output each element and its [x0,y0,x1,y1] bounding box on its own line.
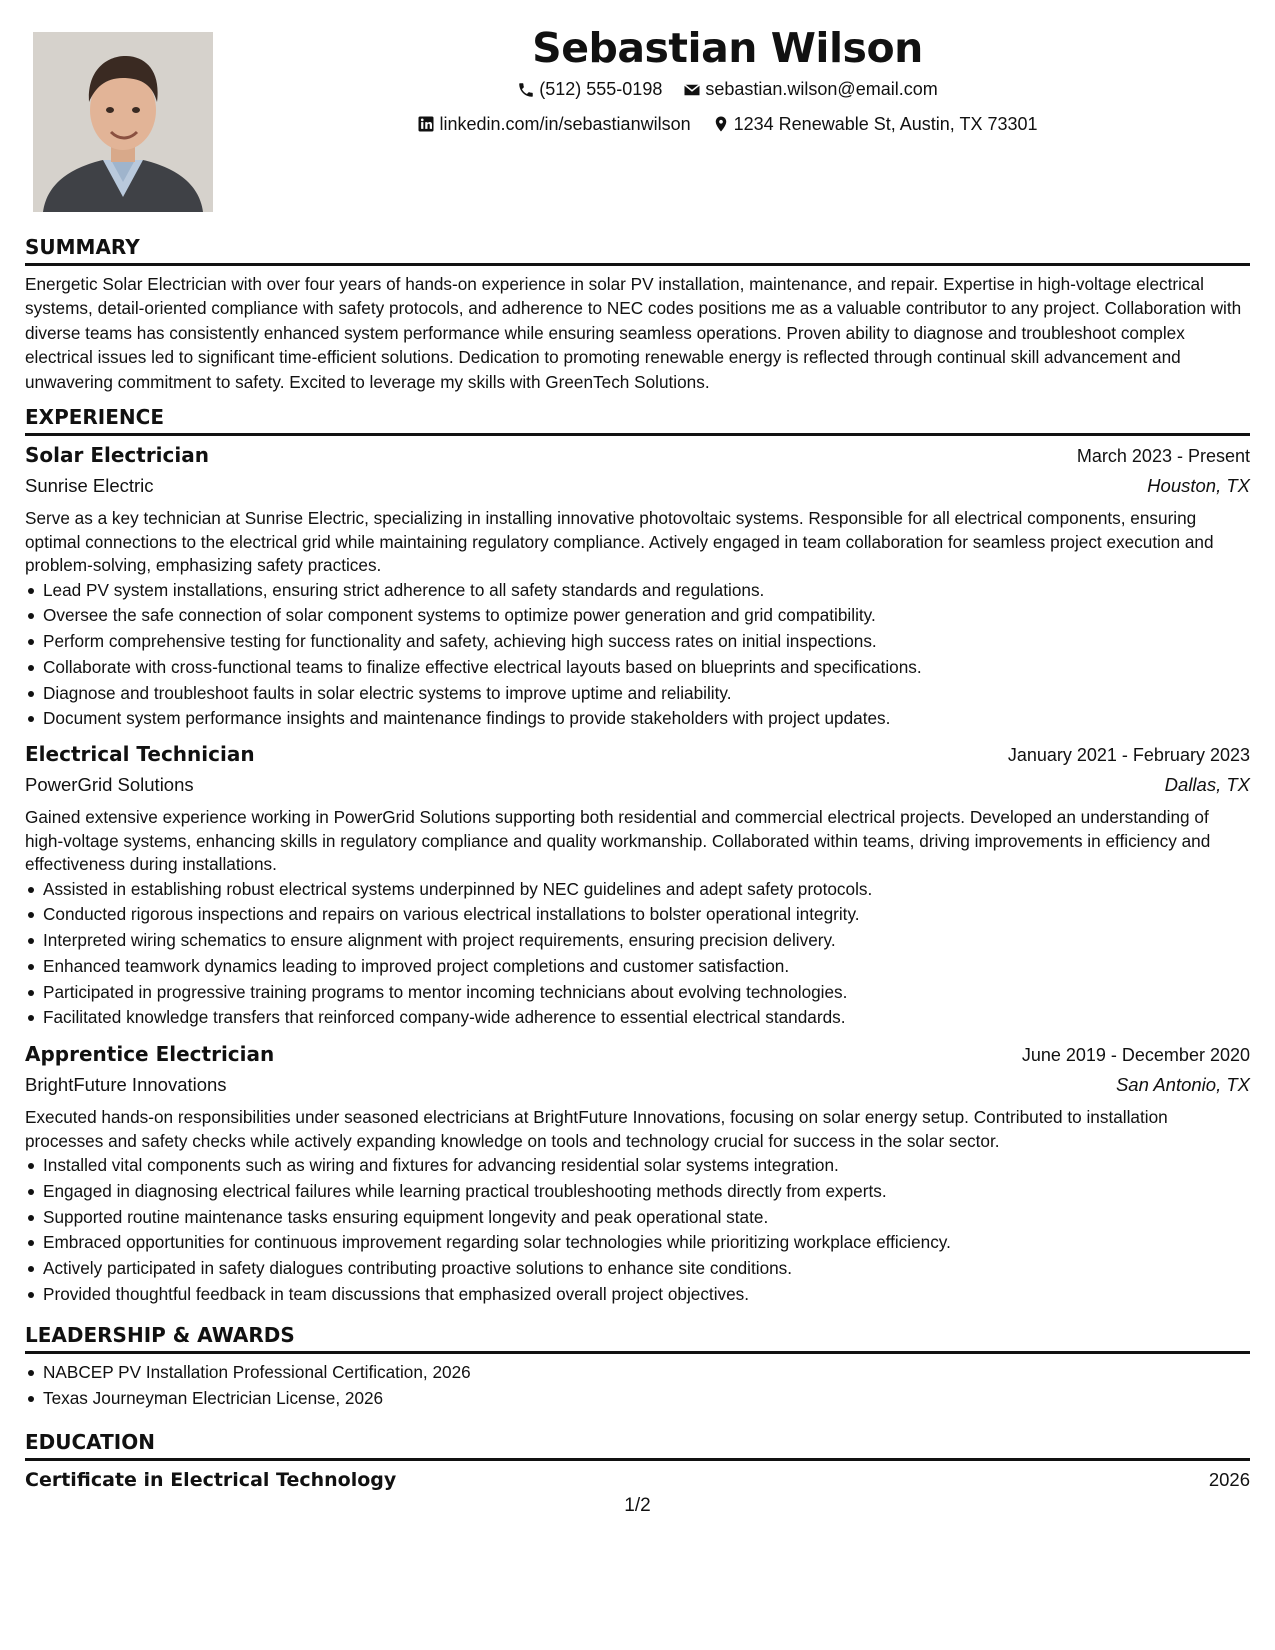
job-description: Serve as a key technician at Sunrise Electric, specializing in installing innovative photovoltaic systems. Responsible for all electrical components, ensuring optimal connections to the electrical grid while maintaining regulatory compliance. Actively engaged in team collaboration for seamless project execution and problem-solving, emphasizing safety practices. [25,508,1214,575]
header [205,22,1250,143]
job-dates: January 2021 - February 2023 [1007,745,1250,765]
awards-section [25,1322,1250,1412]
contact-row-1 [205,74,1250,109]
job-bullets [25,1153,1250,1308]
bullet-item: Installed vital components such as wiring and fixtures for advancing residential solar systems integration. [43,1153,1250,1179]
contact-row-2 [205,109,1250,144]
section-title-awards: LEADERSHIP & AWARDS [25,1322,1250,1354]
job-bullets [25,578,1250,733]
awards-list [25,1360,1250,1412]
summary-text: Energetic Solar Electrician with over four years of hands-on experience in solar PV installation, maintenance, and repair. Expertise in high-voltage electrical systems, detail-oriented compliance with safety protocols, and adherence to NEC codes positions me as a valuable contributor to any project. Collaboration with diverse teams has consistently enhanced system performance while ensuring seamless operations. Proven ability to diagnose and troubleshoot complex electrical issues led to significant time-efficient solutions. Dedication to promoting renewable energy is reflected through continual skill advancement and unwavering commitment to safety. Excited to leverage my skills with GreenTech Solutions. [25,274,1242,392]
bullet-item: Collaborate with cross-functional teams to finalize effective electrical layouts based on blueprints and specifications. [43,655,1250,681]
map-marker-icon [712,115,730,133]
bullet-item: Document system performance insights and maintenance findings to provide stakeholders with project updates. [43,706,1250,732]
job-entry-2 [25,739,1250,1031]
portrait-image [33,32,213,212]
envelope-icon [683,81,701,99]
job-location: San Antonio, TX [1115,1074,1250,1095]
job-location: Houston, TX [1147,475,1250,496]
bullet-item: Engaged in diagnosing electrical failures while learning practical troubleshooting methods directly from experts. [43,1179,1250,1205]
bullet-item: Actively participated in safety dialogues contributing proactive solutions to enhance site conditions. [43,1256,1250,1282]
section-title-education: EDUCATION [25,1429,1250,1461]
phone-icon [517,81,535,99]
bullet-item: Supported routine maintenance tasks ensuring equipment longevity and peak operational state. [43,1205,1250,1231]
bullet-item: Oversee the safe connection of solar component systems to optimize power generation and grid compatibility. [43,603,1250,629]
bullet-item: Provided thoughtful feedback in team discussions that emphasized overall project objectives. [43,1282,1250,1308]
job-dates: March 2023 - Present [1076,446,1250,466]
education-degree: Certificate in Electrical Technology [25,1469,397,1491]
job-company: Sunrise Electric [25,475,154,496]
education-year: 2026 [1208,1469,1250,1490]
linkedin-icon [417,115,435,133]
bullet-item: Assisted in establishing robust electrical systems underpinned by NEC guidelines and adept safety protocols. [43,877,1250,903]
page-number: 1/2 [624,1495,651,1516]
profile-photo [33,32,213,212]
job-dates: June 2019 - December 2020 [1021,1045,1250,1065]
job-bullets [25,877,1250,1032]
bullet-item: Participated in progressive training programs to mentor incoming technicians about evolving technologies. [43,980,1250,1006]
job-location: Dallas, TX [1164,774,1250,795]
bullet-item: Perform comprehensive testing for functionality and safety, achieving high success rates on initial inspections. [43,629,1250,655]
address-contact [712,109,1038,140]
job-entry-1 [25,440,1250,732]
email-address[interactable]: sebastian.wilson@email.com [705,79,938,99]
bullet-item: Embraced opportunities for continuous improvement regarding solar technologies while prioritizing workplace efficiency. [43,1230,1250,1256]
phone-contact [517,74,662,105]
job-company: BrightFuture Innovations [25,1074,227,1095]
email-contact [683,74,937,105]
street-address: 1234 Renewable St, Austin, TX 73301 [733,113,1038,134]
job-title: Solar Electrician [25,443,209,467]
bullet-item: Diagnose and troubleshoot faults in solar electric systems to improve uptime and reliability. [43,681,1250,707]
job-description: Executed hands-on responsibilities under seasoned electricians at BrightFuture Innovations, focusing on solar energy setup. Contributed to installation processes and safety checks while actively expanding knowledge on tools and technology crucial for success in the solar sector. [25,1107,1168,1151]
section-title-summary: SUMMARY [25,234,1250,266]
section-title-experience: EXPERIENCE [25,404,1250,436]
award-item: Texas Journeyman Electrician License, 2026 [43,1386,1250,1412]
job-entry-3 [25,1039,1250,1308]
bullet-item: Lead PV system installations, ensuring strict adherence to all safety standards and regulations. [43,578,1250,604]
resume-page [25,0,1250,1650]
bullet-item: Enhanced teamwork dynamics leading to improved project completions and customer satisfaction. [43,954,1250,980]
job-title: Apprentice Electrician [25,1042,275,1066]
linkedin-contact [417,109,690,140]
award-item: NABCEP PV Installation Professional Certification, 2026 [43,1360,1250,1386]
candidate-name: Sebastian Wilson [532,24,923,72]
bullet-item: Conducted rigorous inspections and repairs on various electrical installations to bolster operational integrity. [43,902,1250,928]
bullet-item: Interpreted wiring schematics to ensure alignment with project requirements, ensuring precision delivery. [43,928,1250,954]
job-company: PowerGrid Solutions [25,774,194,795]
summary-section [25,234,1250,394]
linkedin-url[interactable]: linkedin.com/in/sebastianwilson [439,113,691,134]
experience-section [25,404,1250,436]
phone-number: (512) 555-0198 [539,79,663,99]
job-description: Gained extensive experience working in PowerGrid Solutions supporting both residential and commercial electrical projects. Developed an understanding of high-voltage systems, enhancing skills in regulatory compliance and quality workmanship. Collaborated within teams, driving improvements in efficiency and effectiveness during installations. [25,807,1211,874]
bullet-item: Facilitated knowledge transfers that reinforced company-wide adherence to essential electrical standards. [43,1005,1250,1031]
job-title: Electrical Technician [25,742,255,766]
education-section [25,1429,1250,1495]
